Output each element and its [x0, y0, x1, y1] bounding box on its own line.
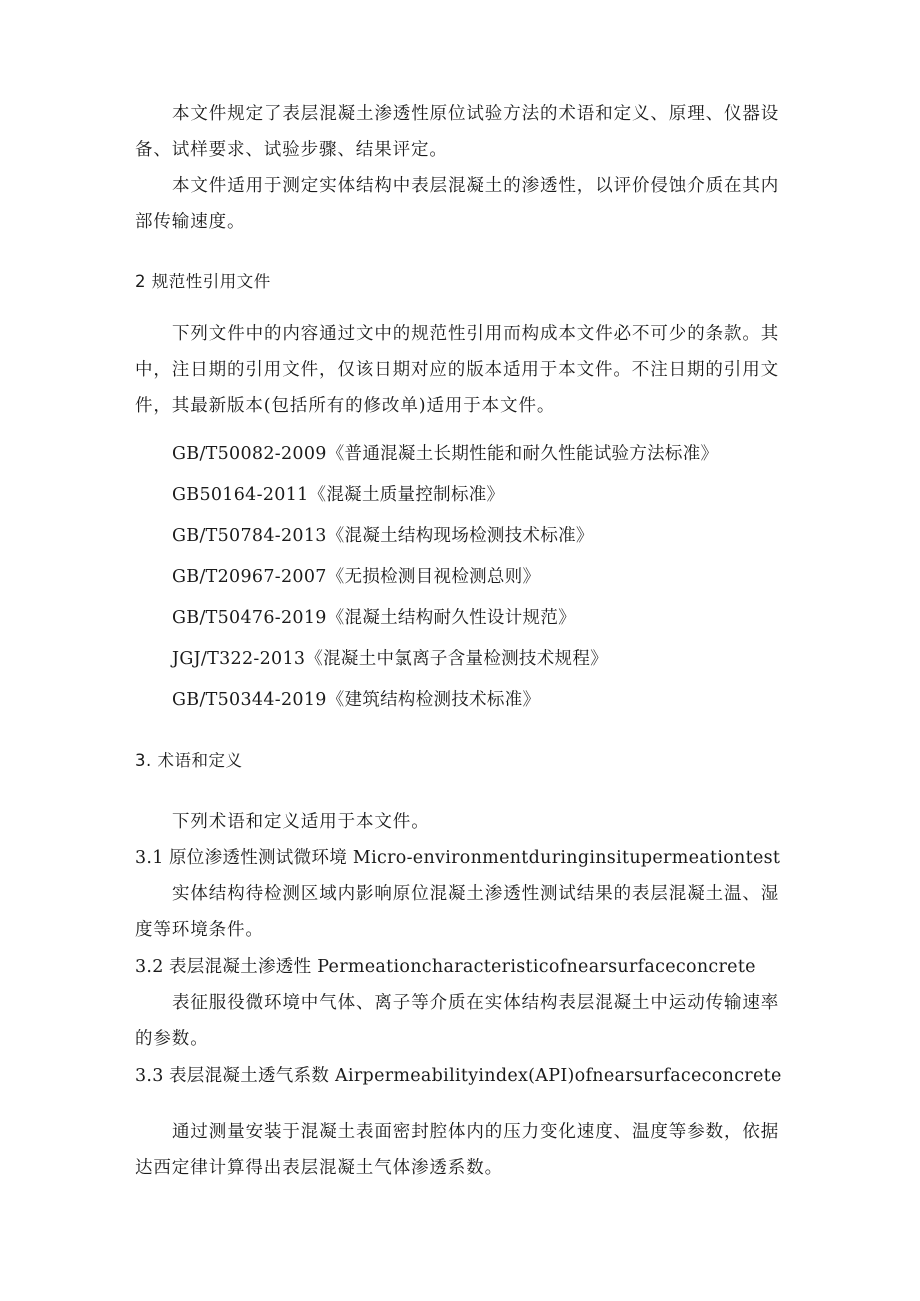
section-2-intro-line-1: 下列文件中的内容通过文中的规范性引用而构成本文件必不可少的条款。其 — [172, 324, 780, 344]
reference-item: GB/T50476-2019《混凝土结构耐久性设计规范》 — [172, 608, 576, 628]
term-3-3-definition-line-2: 达西定律计算得出表层混凝土气体渗透系数。 — [135, 1158, 503, 1178]
reference-item: GB50164-2011《混凝土质量控制标准》 — [172, 485, 505, 505]
reference-item: GB/T20967-2007《无损检测目视检测总则》 — [172, 567, 541, 587]
term-title: 表层混凝土透气系数 Airpermeabilityindex(API)ofnearsurfaceconcrete — [169, 1066, 782, 1086]
term-3-1-definition-line-1: 实体结构待检测区域内影响原位混凝土渗透性测试结果的表层混凝土温、湿 — [172, 884, 780, 904]
term-3-2-definition-line-2: 的参数。 — [135, 1029, 209, 1049]
reference-item: GB/T50344-2019《建筑结构检测技术标准》 — [172, 690, 541, 710]
section-3-intro: 下列术语和定义适用于本文件。 — [172, 812, 430, 832]
term-3-1-definition-line-2: 度等环境条件。 — [135, 920, 264, 940]
term-3-3-title — [135, 1064, 795, 1088]
section-2-heading: 2 规范性引用文件 — [135, 272, 271, 291]
section-2-intro-line-2: 中，注日期的引用文件，仅该日期对应的版本适用于本文件。不注日期的引用文 — [135, 360, 779, 380]
term-3-1-title — [135, 846, 795, 870]
section-2-intro-line-3: 件，其最新版本(包括所有的修改单)适用于本文件。 — [135, 396, 556, 416]
scope-paragraph-2-line-1: 本文件适用于测定实体结构中表层混凝土的渗透性，以评价侵蚀介质在其内 — [172, 176, 780, 196]
term-number: 3.3 — [135, 1066, 164, 1086]
section-3-heading: 3. 术语和定义 — [135, 751, 243, 770]
reference-item: JGJ/T322-2013《混凝土中氯离子含量检测技术规程》 — [172, 649, 608, 669]
term-3-3-definition-line-1: 通过测量安装于混凝土表面密封腔体内的压力变化速度、温度等参数，依据 — [172, 1122, 780, 1142]
term-3-2-title — [135, 955, 795, 979]
reference-item: GB/T50784-2013《混凝土结构现场检测技术标准》 — [172, 526, 594, 546]
scope-paragraph-1-line-1: 本文件规定了表层混凝土渗透性原位试验方法的术语和定义、原理、仪器设 — [172, 104, 780, 124]
scope-paragraph-2-line-2: 部传输速度。 — [135, 212, 246, 232]
scope-paragraph-1-line-2: 备、试样要求、试验步骤、结果评定。 — [135, 140, 448, 160]
term-number: 3.2 — [135, 957, 164, 977]
term-title: 原位渗透性测试微环境 Micro-environmentduringinsitupermeationtest — [169, 848, 781, 868]
term-3-2-definition-line-1: 表征服役微环境中气体、离子等介质在实体结构表层混凝土中运动传输速率 — [172, 993, 780, 1013]
reference-item: GB/T50082-2009《普通混凝土长期性能和耐久性能试验方法标准》 — [172, 444, 719, 464]
term-title: 表层混凝土渗透性 Permeationcharacteristicofnearsurfaceconcrete — [169, 957, 756, 977]
term-number: 3.1 — [135, 848, 164, 868]
